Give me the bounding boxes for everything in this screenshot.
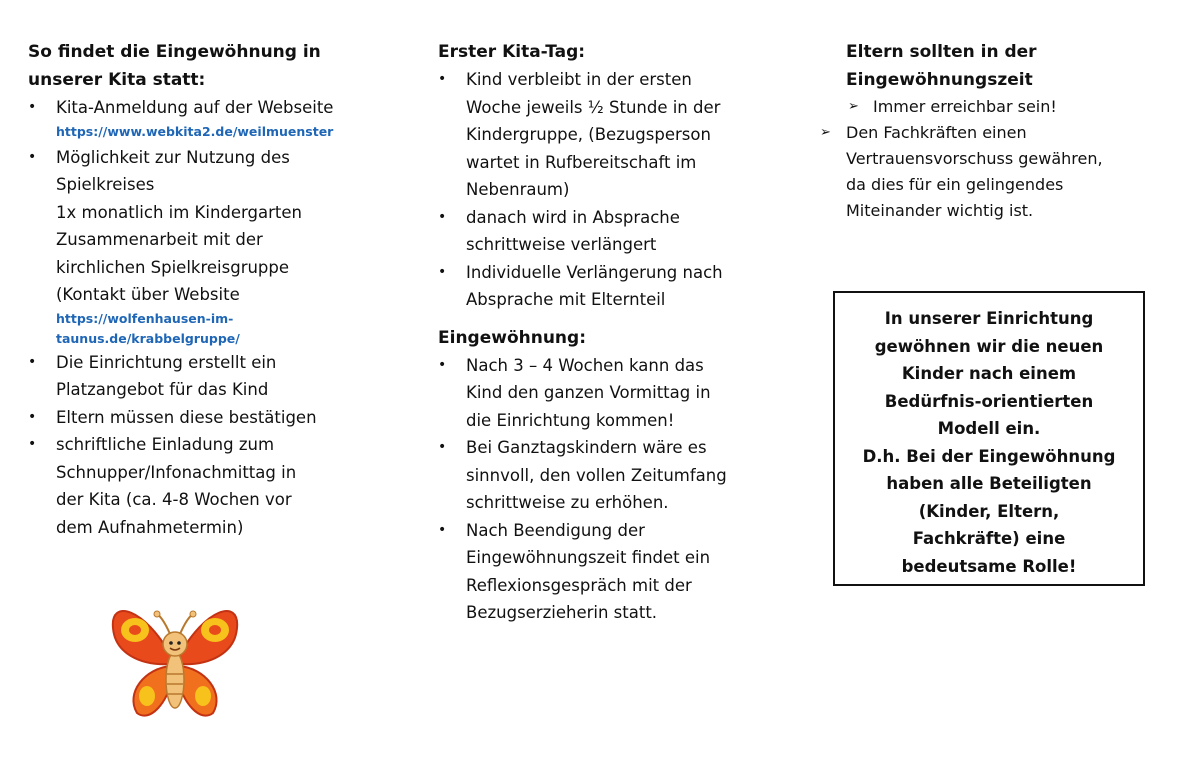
list-item: • Nach Beendigung der Eingewöhnungszeit findet ein Reflexionsgespräch mit der Bezugserzieherin statt. xyxy=(438,517,768,627)
list-item: • danach wird in Absprache schrittweise verlängert xyxy=(438,204,768,259)
settling-list xyxy=(438,352,768,627)
list-item: • schriftliche Einladung zum Schnupper/Infonachmittag in der Kita (ca. 4-8 Wochen vor dem Aufnahmetermin) xyxy=(28,431,398,541)
list-item: • Nach 3 – 4 Wochen kann das Kind den ganzen Vormittag in die Einrichtung kommen! xyxy=(438,352,768,435)
list-item: • Kita-Anmeldung auf der Webseite https://www.webkita2.de/weilmuenster xyxy=(28,94,398,142)
krabbelgruppe-link-line1[interactable]: https://wolfenhausen-im- xyxy=(56,310,234,326)
list-item: ➢ Immer erreichbar sein! xyxy=(818,94,1148,120)
butterfly-icon xyxy=(105,598,245,726)
arrow-bullet-icon: ➢ xyxy=(820,125,831,140)
column-parents xyxy=(818,38,1148,224)
bullet-icon: • xyxy=(438,439,447,455)
first-day-heading: Erster Kita-Tag: xyxy=(438,42,586,62)
first-day-list xyxy=(438,66,768,314)
needs-oriented-model-box: In unserer Einrichtung gewöhnen wir die neuen Kinder nach einem Bedürfnis-orientierten Modell ein. D.h. Bei der Eingewöhnung haben alle Beteiligten (Kinder, Eltern, Fachkräfte) eine bedeutsame Rolle! xyxy=(833,291,1145,586)
bullet-icon: • xyxy=(438,208,447,225)
krabbelgruppe-link-line2[interactable]: taunus.de/krabbelgruppe/ xyxy=(56,330,240,346)
list-item: • Eltern müssen diese bestätigen xyxy=(28,404,398,432)
arrow-bullet-icon: ➢ xyxy=(848,99,859,114)
list-item: • Individuelle Verlängerung nach Absprache mit Elternteil xyxy=(438,259,768,314)
webkita-link[interactable]: https://www.webkita2.de/weilmuenster xyxy=(56,123,334,139)
column-registration xyxy=(28,38,398,541)
bullet-icon: • xyxy=(438,356,447,373)
settling-heading: Eingewöhnung: xyxy=(438,327,587,348)
list-item: • Die Einrichtung erstellt ein Platzangebot für das Kind xyxy=(28,349,398,404)
bullet-icon: • xyxy=(28,436,37,452)
column-first-day xyxy=(438,38,768,627)
parents-heading: Eltern sollten in der Eingewöhnungszeit xyxy=(846,42,1037,90)
list-item: • Kind verbleibt in der ersten Woche jeweils ½ Stunde in der Kindergruppe, (Bezugsperson wartet in Rufbereitschaft im Nebenraum) xyxy=(438,66,768,204)
bullet-icon: • xyxy=(28,408,37,425)
list-item: • Möglichkeit zur Nutzung des Spielkreises 1x monatlich im Kindergarten Zusammenarbeit mit der kirchlichen Spielkreisgruppe (Kontakt über Website https://wolfenhausen-im- taunus.de/krabbelgruppe/ xyxy=(28,144,398,349)
bullet-icon: • xyxy=(438,71,447,87)
bullet-icon: • xyxy=(28,148,37,165)
registration-list xyxy=(28,94,398,541)
parents-list xyxy=(818,94,1148,224)
bullet-icon: • xyxy=(438,263,447,280)
bullet-icon: • xyxy=(438,521,447,538)
bullet-icon: • xyxy=(28,353,37,370)
registration-heading: So findet die Eingewöhnung in unserer Kita statt: xyxy=(28,42,321,90)
bullet-icon: • xyxy=(28,99,37,115)
list-item: • Bei Ganztagskindern wäre es sinnvoll, den vollen Zeitumfang schrittweise zu erhöhen. xyxy=(438,434,768,517)
list-item: ➢ Den Fachkräften einen Vertrauensvorschuss gewähren, da dies für ein gelingendes Miteinander wichtig ist. xyxy=(818,120,1148,224)
